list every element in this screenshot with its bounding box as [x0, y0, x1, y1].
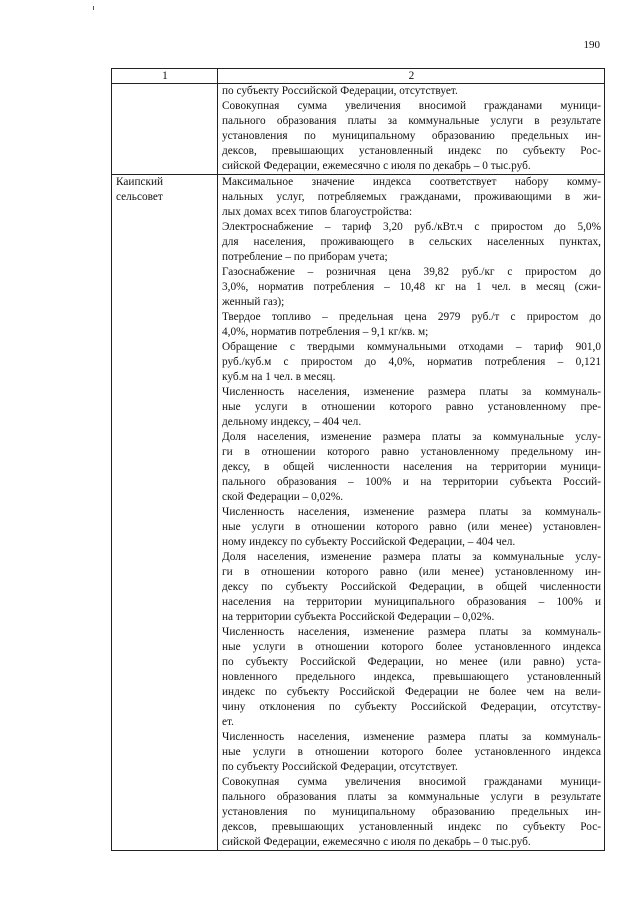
- text-line: ному индексу по субъекту Российской Федерации, – 404 чел.: [222, 536, 516, 548]
- text-line: для населения, проживающего в сельских населенных пунктах,: [222, 236, 601, 248]
- table-row: [112, 175, 605, 851]
- text-line: ные услуги в отношении которого равно установленному пре-: [222, 401, 601, 413]
- text-line: Совокупная сумма увеличения вносимой гражданами муници-: [222, 100, 601, 112]
- text-line: чину отклонения по субъекту Российской Федерации, отсутству-: [222, 701, 601, 713]
- text-line: индекс по субъекту Российской Федерации не более чем на вели-: [222, 686, 601, 698]
- row1-col1-cell: [112, 84, 218, 175]
- municipality-name-line1: Каипский: [116, 176, 164, 188]
- text-line: Численность населения, изменение размера платы за коммуналь-: [222, 386, 601, 398]
- text-line: руб./куб.м с приростом до 4,0%, норматив потребления – 0,121: [222, 356, 601, 368]
- text-line: на территории субъекта Российской Федерации – 0,02%.: [222, 611, 495, 623]
- text-line: пального образования платы за коммунальные услуги в результате: [222, 115, 601, 127]
- text-line: ет.: [222, 716, 234, 728]
- text-line: пального образования – 100% и на территории субъекта Россий-: [222, 476, 601, 488]
- text-line: Обращение с твердыми коммунальными отходами – тариф 901,0: [222, 341, 601, 353]
- text-line: ской Федерации – 0,02%.: [222, 491, 344, 503]
- table-row: [112, 84, 605, 175]
- column-header-1: 1: [112, 69, 218, 84]
- text-line: установления по муниципальному образованию предельных ин-: [222, 806, 601, 818]
- document-table: [111, 68, 605, 851]
- table-header-row: [112, 69, 605, 84]
- text-line: по субъекту Российской Федерации, отсутствует.: [222, 761, 458, 773]
- text-line: Электроснабжение – тариф 3,20 руб./кВт.ч с приростом до 5,0%: [222, 221, 601, 233]
- text-line: ные услуги в отношении которого более установленного индекса: [222, 746, 601, 758]
- text-line: Доля населения, изменение размера платы за коммунальные услу-: [222, 551, 601, 563]
- text-line: Газоснабжение – розничная цена 39,82 руб./кг с приростом до: [222, 266, 601, 278]
- text-line: ные услуги в отношении которого более установленного индекса: [222, 641, 601, 653]
- text-line: ги в отношении которого равно (или менее) установленному ин-: [222, 566, 601, 578]
- text-line: сийской Федерации, ежемесячно с июля по декабрь – 0 тыс.руб.: [222, 836, 531, 848]
- text-line: Максимальное значение индекса соответствует набору комму-: [222, 176, 601, 188]
- text-line: 4,0%, норматив потребления – 9,1 кг/кв. м;: [222, 326, 429, 338]
- text-line: дексов, превышающих установленный индекс по субъекту Рос-: [222, 821, 601, 833]
- text-line: по субъекту Российской Федерации, но менее (или равно) уста-: [222, 656, 601, 668]
- column-header-2: 2: [218, 69, 605, 84]
- text-line: ные услуги в отношении которого равно (или менее) установлен-: [222, 521, 601, 533]
- text-line: по субъекту Российской Федерации, отсутствует.: [222, 85, 458, 97]
- row1-col2-cell: [218, 84, 605, 175]
- text-line: лых домах всех типов благоустройства:: [222, 206, 413, 218]
- text-line: Совокупная сумма увеличения вносимой гражданами муници-: [222, 776, 601, 788]
- text-line: потребление – по приборам учета;: [222, 251, 388, 263]
- text-line: нальных услуг, потребляемых гражданами, проживающими в жи-: [222, 191, 601, 203]
- text-line: Твердое топливо – предельная цена 2979 руб./т с приростом до: [222, 311, 601, 323]
- text-line: Доля населения, изменение размера платы за коммунальные услу-: [222, 431, 601, 443]
- text-line: дексу по субъекту Российской Федерации, в общей численности: [222, 581, 601, 593]
- text-line: пального образования платы за коммунальные услуги в результате: [222, 791, 601, 803]
- text-line: дексов, превышающих установленный индекс по субъекту Рос-: [222, 145, 601, 157]
- text-line: женный газ);: [222, 296, 285, 308]
- page-number: 190: [583, 39, 600, 51]
- text-line: ги в отношении которого равно установленному предельному ин-: [222, 446, 601, 458]
- text-line: Численность населения, изменение размера платы за коммуналь-: [222, 626, 601, 638]
- text-line: Численность населения, изменение размера платы за коммуналь-: [222, 506, 601, 518]
- municipality-name-line2: сельсовет: [116, 191, 163, 203]
- text-line: сийской Федерации, ежемесячно с июля по декабрь – 0 тыс.руб.: [222, 160, 531, 172]
- text-line: населения на территории муниципального образования – 100% и: [222, 596, 601, 608]
- text-line: установления по муниципальному образованию предельных ин-: [222, 130, 601, 142]
- text-line: дельному индексу, – 404 чел.: [222, 416, 362, 428]
- scan-mark: [93, 6, 94, 10]
- text-line: Численность населения, изменение размера платы за коммуналь-: [222, 731, 601, 743]
- text-line: 3,0%, норматив потребления – 10,48 кг на 1 чел. в месяц (сжи-: [222, 281, 601, 293]
- text-line: дексу, в общей численности населения на территории муници-: [222, 461, 601, 473]
- row2-col2-cell: [218, 175, 605, 851]
- text-line: куб.м на 1 чел. в месяц.: [222, 371, 336, 383]
- row2-col1-cell: [112, 175, 218, 851]
- text-line: новленного предельного индекса, превышающего установленный: [222, 671, 601, 683]
